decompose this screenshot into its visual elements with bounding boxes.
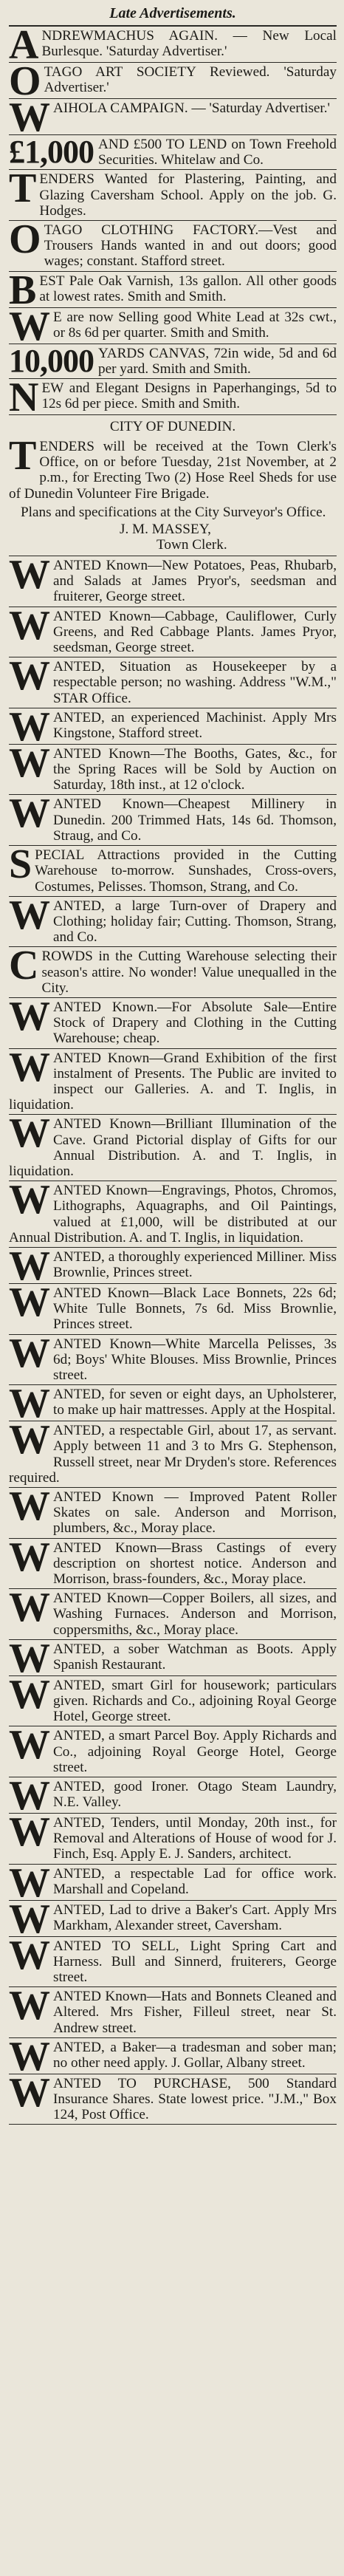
advertisement	[9, 1896, 337, 1942]
drop-cap: B	[9, 267, 37, 313]
advertisement	[9, 1417, 337, 1487]
notice-title: CITY OF DUNEDIN.	[109, 419, 236, 435]
advertisement	[9, 1044, 337, 1115]
advertisement	[9, 1279, 337, 1334]
advertisement	[9, 216, 337, 271]
drop-cap: W	[9, 1671, 50, 1718]
amount-figure: 10,000	[9, 342, 94, 379]
advertisement-text: ANTED, a thoroughly experienced Milliner. Miss Brownlie, Princes street.	[53, 1248, 337, 1281]
advertisement-text: ANTED, a smart Parcel Boy. Apply Richards and Co., adjoining Royal George Hotel, George street.	[53, 1728, 337, 1775]
drop-cap: W	[9, 1381, 50, 1427]
advertisement-text: ANTED TO PURCHASE, 500 Standard Insurance Shares. State lowest price. "J.M.," Box 124, Post Office.	[53, 2075, 337, 2123]
advertisement	[9, 943, 337, 997]
drop-cap: W	[9, 2069, 50, 2116]
advertisement-text: ANTED Known—Cabbage, Cauliflower, Curly Greens, and Red Cabbage Plants. James Pryor, seedsman, George street.	[53, 608, 337, 656]
advertisement-text: ANTED, good Ironer. Otago Steam Laundry, N.E. Valley.	[53, 1779, 337, 1811]
advertisement-text: ANTED Known.—For Absolute Sale—Entire Stock of Drapery and Clothing in the Cutting Warehouse; cheap.	[53, 999, 337, 1047]
advertisement-text: ANTED Known—Cheapest Millinery in Dunedin. 200 Trimmed Hats, 14s 6d. Thomson, Straug, and Co.	[53, 796, 337, 844]
drop-cap: S	[9, 841, 32, 888]
advertisement	[9, 1330, 337, 1385]
city-notice	[9, 418, 337, 556]
advertisement-text: AND £500 TO LEND on Town Freehold Securities. Whitelaw and Co.	[98, 137, 337, 168]
drop-cap: W	[9, 1330, 50, 1376]
drop-cap: W	[9, 1932, 50, 1978]
notice-body	[9, 433, 337, 503]
advertisement-text: ANTED, a large Turn-over of Drapery and Clothing; holiday fair; Cutting. Thomson, Strang, and Co.	[53, 898, 337, 946]
drop-cap: W	[9, 1534, 50, 1580]
drop-cap: N	[9, 375, 39, 421]
drop-cap: C	[9, 943, 39, 989]
drop-cap: W	[9, 1859, 50, 1906]
drop-cap: W	[9, 2033, 50, 2080]
advertisement-text: ANTED Known—Copper Boilers, all sizes, and Washing Furnaces. Anderson and Morrison, coppersmiths, &c., Moray place.	[53, 1591, 337, 1638]
advertisement-text: E are now Selling good White Lead at 32s cwt., or 8s 6d per quarter. Smith and Smith.	[53, 309, 337, 341]
advertisement	[9, 1671, 337, 1726]
drop-cap: W	[9, 1044, 50, 1090]
drop-cap: W	[9, 1722, 50, 1769]
wanted-list	[9, 552, 337, 2125]
drop-cap: W	[9, 1896, 50, 1942]
drop-cap: W	[9, 1110, 50, 1157]
advertisement-text: PECIAL Attractions provided in the Cutting Warehouse to-morrow. Sunshades, Cross-overs, Costumes, Pelisses. Thomson, Strang, and Co.	[35, 847, 337, 895]
drop-cap: W	[9, 892, 50, 938]
advertisement	[9, 344, 337, 378]
section-heading: Late Advertisements.	[109, 5, 236, 21]
advertisement-text: NDREWMACHUS AGAIN. — New Local Burlesque. 'Saturday Advertiser.'	[41, 28, 337, 60]
advertisement-text: ANTED, a respectable Lad for office work. Marshall and Copeland.	[53, 1865, 337, 1897]
drop-cap: W	[9, 1483, 50, 1529]
advertisement-text: ANTED Known—Black Lace Bonnets, 22s 6d; White Tulle Bonnets, 7s 6d. Miss Brownlie, Princes street.	[53, 1285, 337, 1333]
advertisement	[9, 22, 337, 68]
advertisement-text: TAGO CLOTHING FACTORY.—Vest and Trousers Hands wanted in and out doors; good wages; constant. Stafford street.	[44, 222, 337, 270]
drop-cap: W	[9, 552, 50, 598]
advertisement	[9, 267, 337, 313]
advertisement	[9, 1859, 337, 1906]
advertisement-text: ENDERS Wanted for Plastering, Painting, and Glazing Caversham School. Apply on the job. G. Hodges.	[39, 171, 337, 219]
separator-rule	[9, 414, 337, 415]
advertisement	[9, 2069, 337, 2125]
advertisement	[9, 1381, 337, 1427]
advertisement	[9, 303, 337, 349]
advertisement	[9, 1722, 337, 1777]
advertisement-text: TAGO ART SOCIETY Reviewed. 'Saturday Advertiser.'	[44, 64, 337, 96]
drop-cap: O	[9, 58, 41, 104]
advertisement	[9, 1534, 337, 1589]
advertisement-text: ANTED, a sober Watchman as Boots. Apply Spanish Restaurant.	[53, 1641, 337, 1673]
advertisement-text: ROWDS in the Cutting Warehouse selecting their season's attire. No wonder! Value unequalled in the City.	[41, 949, 337, 996]
advertisement	[9, 1177, 337, 1247]
advertisement-text: ANTED, smart Girl for housework; particulars given. Richards and Co., adjoining Royal George Hotel, George street.	[53, 1677, 337, 1725]
advertisement-list	[9, 22, 337, 421]
advertisement	[9, 135, 337, 169]
advertisement-text: YARDS CANVAS, 72in wide, 5d and 6d per yard. Smith and Smith.	[98, 345, 337, 377]
advertisement	[9, 892, 337, 947]
advertisement	[9, 703, 337, 750]
advertisement	[9, 1243, 337, 1289]
advertisement	[9, 790, 337, 845]
advertisement	[9, 1483, 337, 1538]
advertisement	[9, 165, 337, 220]
advertisement	[9, 739, 337, 795]
drop-cap: W	[9, 739, 50, 786]
advertisement-text: EW and Elegant Designs in Paperhangings, 5d to 12s 6d per piece. Smith and Smith.	[41, 380, 337, 412]
advertisement	[9, 1585, 337, 1639]
drop-cap: T	[9, 433, 37, 479]
advertisement-text: ANTED Known—Brass Castings of every description on shortest notice. Anderson and Morrison, brass-founders, &c., Moray place.	[53, 1540, 337, 1588]
advertisement	[9, 58, 337, 104]
drop-cap: W	[9, 1809, 50, 1856]
advertisement	[9, 1635, 337, 1681]
drop-cap: W	[9, 1773, 50, 1820]
advertisement-text: ANTED Known—Engravings, Photos, Chromos, Lithographs, Aquagraphs, and Oil Paintings, valued at £1,000, will be distributed at our Annual Distribution. A. and T. Inglis, in liquidation.	[9, 1183, 337, 1246]
drop-cap: W	[9, 790, 50, 837]
advertisement-text: AIHOLA CAMPAIGN. — 'Saturday Advertiser.'	[53, 100, 331, 116]
notice-text: ENDERS will be received at the Town Clerk's Office, on or before Tuesday, 21st November, at 2 p.m., for Erecting Two (2) Hose Reel Sheds for use of Dunedin Volunteer Fire Brigade.	[9, 439, 337, 502]
advertisement-text: ANTED, for seven or eight days, an Upholsterer, to make up hair mattresses. Apply at the Hospital.	[53, 1387, 337, 1418]
advertisement	[9, 1110, 337, 1181]
advertisement	[9, 653, 337, 708]
advertisement	[9, 1773, 337, 1820]
advertisement-text: ANTED Known—New Potatoes, Peas, Rhubarb, and Salads at James Pryor's, seedsman and fruiterer, George street.	[53, 558, 337, 605]
advertisement	[9, 375, 337, 421]
drop-cap: W	[9, 95, 50, 140]
advertisement	[9, 1983, 337, 2037]
drop-cap: W	[9, 1983, 50, 2029]
advertisement	[9, 841, 337, 896]
advertisement-text: ANTED Known—The Booths, Gates, &c., for the Spring Races will be Sold by Auction on Saturday, 18th inst., at 12 o'clock.	[53, 745, 337, 793]
notice-signatory: J. M. MASSEY,	[120, 522, 211, 538]
advertisement	[9, 95, 337, 140]
drop-cap: W	[9, 1279, 50, 1325]
advertisement-text: ANTED Known—Grand Exhibition of the first instalment of Presents. The Public are invited to inspect our Galleries. A. and T. Inglis, in liquidation.	[9, 1050, 337, 1113]
advertisement-text: ANTED Known—White Marcella Pelisses, 3s 6d; Boys' White Blouses. Miss Brownlie, Princes street.	[53, 1336, 337, 1383]
advertisement	[9, 552, 337, 607]
drop-cap: W	[9, 1243, 50, 1289]
drop-cap: T	[9, 165, 37, 212]
advertisement-text: ANTED Known—Brilliant Illumination of the Cave. Grand Pictorial display of Gifts for our Annual Distribution. A. and T. Inglis, in liquidation.	[9, 1116, 337, 1179]
drop-cap: W	[9, 602, 50, 649]
advertisement	[9, 993, 337, 1048]
advertisement	[9, 1809, 337, 1864]
drop-cap: A	[9, 22, 39, 68]
notice-role: Town Clerk.	[156, 537, 227, 553]
drop-cap: W	[9, 993, 50, 1039]
advertisement-text: EST Pale Oak Varnish, 13s gallon. All other goods at lowest rates. Smith and Smith.	[39, 273, 337, 304]
advertisement	[9, 2033, 337, 2080]
drop-cap: W	[9, 1177, 50, 1223]
advertisement-text: ANTED Known — Improved Patent Roller Skates on sale. Anderson and Morrison, plumbers, &c., Moray place.	[53, 1489, 337, 1537]
advertisement-text: ANTED, Situation as Housekeeper by a respectable person; no washing. Address "W.M.," STAR Office.	[53, 659, 337, 706]
drop-cap: O	[9, 216, 41, 263]
advertisement	[9, 1932, 337, 1987]
drop-cap: W	[9, 1585, 50, 1631]
drop-cap: W	[9, 303, 50, 349]
advertisement-text: ANTED, a respectable Girl, about 17, as servant. Apply between 11 and 3 to Mrs G. Stephenson, Russell street, near Mr Dryden's store. References required.	[9, 1423, 337, 1486]
advertisement	[9, 602, 337, 657]
drop-cap: W	[9, 653, 50, 700]
drop-cap: W	[9, 1635, 50, 1681]
drop-cap: W	[9, 1417, 50, 1463]
advertisement-text: ANTED, an experienced Machinist. Apply Mrs Kingstone, Stafford street.	[53, 709, 337, 742]
advertisement-text: ANTED, a Baker—a tradesman and sober man; no other need apply. J. Gollar, Albany street.	[53, 2039, 337, 2071]
advertisement-text: ANTED, Lad to drive a Baker's Cart. Apply Mrs Markham, Alexander street, Caversham.	[53, 1902, 337, 1933]
separator-rule	[9, 2124, 337, 2125]
amount-figure: £1,000	[9, 134, 94, 170]
advertisement-text: ANTED Known—Hats and Bonnets Cleaned and Altered. Mrs Fisher, Filleul street, near St. Andrew street.	[53, 1989, 337, 2036]
advertisement-text: ANTED TO SELL, Light Spring Cart and Harness. Bull and Sinnerd, fruiterers, George street.	[53, 1938, 337, 1986]
notice-plans: Plans and specifications at the City Surveyor's Office.	[21, 504, 326, 520]
advertisement-text: ANTED, Tenders, until Monday, 20th inst., for Removal and Alterations of House of wood for J. Finch, Esq. Apply E. J. Sanders, architect.	[53, 1815, 337, 1862]
drop-cap: W	[9, 703, 50, 750]
